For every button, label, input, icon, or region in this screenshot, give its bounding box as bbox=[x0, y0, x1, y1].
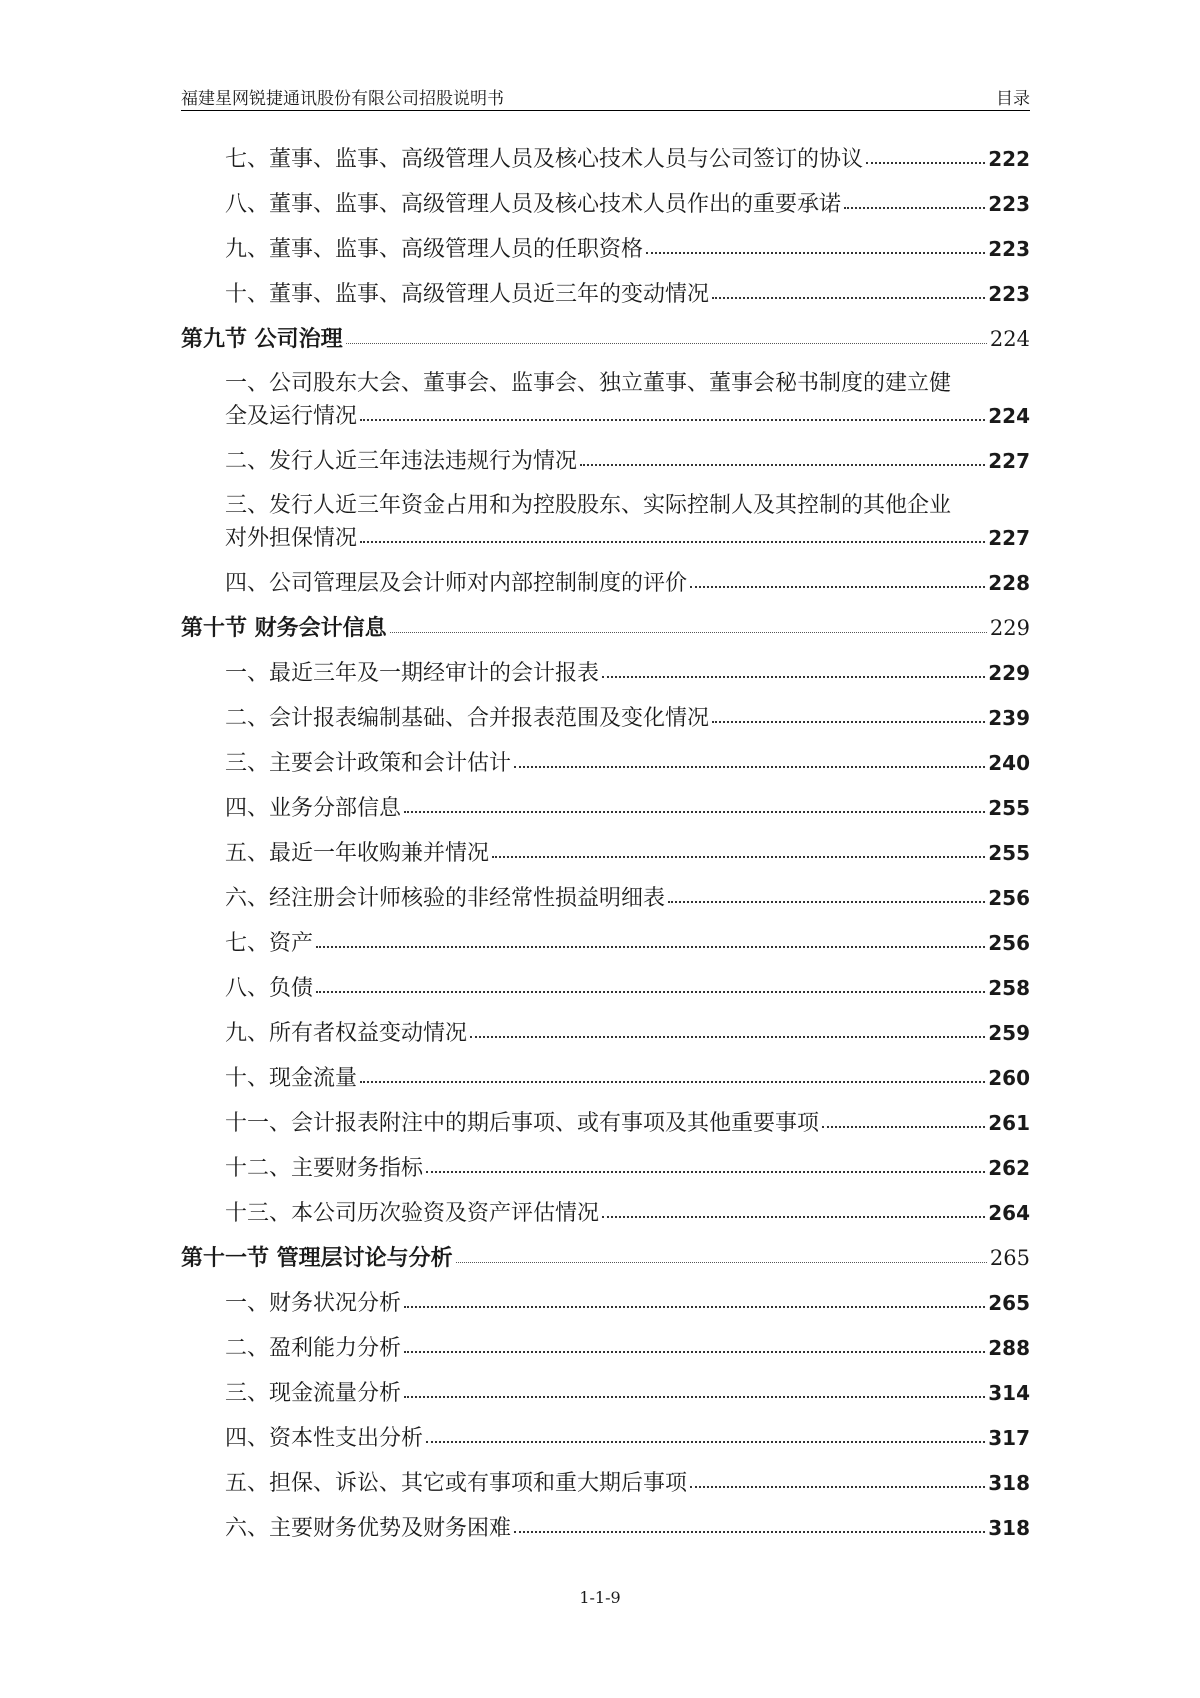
toc-entry[interactable] bbox=[181, 1467, 1030, 1500]
toc-entry-title: 七、资产 bbox=[225, 931, 314, 956]
dot-leader bbox=[360, 1080, 985, 1083]
toc-entry-title: 五、担保、诉讼、其它或有事项和重大期后事项 bbox=[225, 1471, 688, 1496]
toc-entry[interactable] bbox=[181, 1152, 1030, 1185]
dot-leader bbox=[426, 1170, 985, 1173]
dot-leader bbox=[602, 675, 985, 678]
dot-leader bbox=[514, 765, 985, 768]
toc-entry-page: 223 bbox=[988, 282, 1030, 306]
toc-entry[interactable] bbox=[181, 1332, 1030, 1365]
toc-entry[interactable] bbox=[181, 490, 1030, 555]
toc-entry-page: 317 bbox=[988, 1426, 1030, 1450]
dot-leader bbox=[360, 418, 985, 421]
toc-entry-page: 224 bbox=[988, 404, 1030, 428]
toc-section-entry[interactable] bbox=[181, 323, 1030, 356]
toc-entry-page: 223 bbox=[988, 192, 1030, 216]
table-of-contents bbox=[181, 143, 1030, 1557]
toc-entry[interactable] bbox=[181, 1512, 1030, 1545]
dot-leader bbox=[426, 1440, 985, 1443]
dot-leader bbox=[492, 855, 985, 858]
toc-entry-title: 一、财务状况分析 bbox=[225, 1291, 402, 1316]
toc-entry-title: 十三、本公司历次验资及资产评估情况 bbox=[225, 1201, 600, 1226]
toc-entry-title: 三、主要会计政策和会计估计 bbox=[225, 751, 512, 776]
dot-leader bbox=[456, 1261, 987, 1263]
toc-entry-page: 256 bbox=[988, 886, 1030, 910]
toc-entry-title: 二、盈利能力分析 bbox=[225, 1336, 402, 1361]
toc-entry-title: 九、所有者权益变动情况 bbox=[225, 1021, 468, 1046]
toc-entry[interactable] bbox=[181, 927, 1030, 960]
toc-entry[interactable] bbox=[181, 792, 1030, 825]
toc-entry-title: 六、主要财务优势及财务困难 bbox=[225, 1516, 512, 1541]
dot-leader bbox=[404, 1350, 985, 1353]
dot-leader bbox=[316, 945, 985, 948]
dot-leader bbox=[690, 1485, 985, 1488]
dot-leader bbox=[712, 720, 985, 723]
toc-entry-title: 四、业务分部信息 bbox=[225, 796, 402, 821]
toc-entry[interactable] bbox=[181, 278, 1030, 311]
toc-entry[interactable] bbox=[181, 1287, 1030, 1320]
toc-entry-title: 六、经注册会计师核验的非经常性损益明细表 bbox=[225, 886, 666, 911]
dot-leader bbox=[404, 1395, 985, 1398]
dot-leader bbox=[646, 251, 985, 254]
toc-entry-page: 239 bbox=[988, 706, 1030, 730]
dot-leader bbox=[360, 540, 985, 543]
toc-entry-title-line1: 一、公司股东大会、董事会、监事会、独立董事、董事会秘书制度的建立健 bbox=[225, 371, 952, 396]
toc-entry-page: 258 bbox=[988, 976, 1030, 1000]
toc-entry[interactable] bbox=[181, 445, 1030, 478]
toc-entry-title: 十、董事、监事、高级管理人员近三年的变动情况 bbox=[225, 282, 710, 307]
toc-entry-title: 第十一节 管理层讨论与分析 bbox=[181, 1246, 453, 1271]
dot-leader bbox=[514, 1530, 985, 1533]
toc-entry-page: 262 bbox=[988, 1156, 1030, 1180]
toc-entry[interactable] bbox=[181, 1017, 1030, 1050]
toc-entry[interactable] bbox=[181, 882, 1030, 915]
toc-entry-page: 261 bbox=[988, 1111, 1030, 1135]
toc-entry[interactable] bbox=[181, 657, 1030, 690]
toc-entry-page: 229 bbox=[988, 661, 1030, 685]
toc-entry-title: 八、董事、监事、高级管理人员及核心技术人员作出的重要承诺 bbox=[225, 192, 842, 217]
toc-entry-title: 十、现金流量 bbox=[225, 1066, 358, 1091]
toc-entry-page: 318 bbox=[988, 1516, 1030, 1540]
toc-entry-title: 对外担保情况 bbox=[225, 526, 358, 551]
toc-entry-page: 265 bbox=[988, 1291, 1030, 1315]
toc-entry-page: 223 bbox=[988, 237, 1030, 261]
toc-entry-page: 265 bbox=[989, 1246, 1030, 1270]
toc-entry-page: 227 bbox=[988, 449, 1030, 473]
toc-entry-title: 十一、会计报表附注中的期后事项、或有事项及其他重要事项 bbox=[225, 1111, 820, 1136]
toc-entry[interactable] bbox=[181, 368, 1030, 433]
toc-entry[interactable] bbox=[181, 143, 1030, 176]
toc-entry[interactable] bbox=[181, 747, 1030, 780]
toc-entry-page: 259 bbox=[988, 1021, 1030, 1045]
toc-entry-title: 二、会计报表编制基础、合并报表范围及变化情况 bbox=[225, 706, 710, 731]
page-number: 1-1-9 bbox=[579, 1588, 621, 1607]
toc-entry-page: 228 bbox=[988, 571, 1030, 595]
dot-leader bbox=[390, 631, 987, 633]
toc-entry-page: 318 bbox=[988, 1471, 1030, 1495]
toc-entry-title: 全及运行情况 bbox=[225, 404, 358, 429]
toc-entry-title: 四、公司管理层及会计师对内部控制制度的评价 bbox=[225, 571, 688, 596]
toc-entry[interactable] bbox=[181, 1422, 1030, 1455]
toc-entry-title: 二、发行人近三年违法违规行为情况 bbox=[225, 449, 578, 474]
toc-entry[interactable] bbox=[181, 1197, 1030, 1230]
toc-entry-title: 五、最近一年收购兼并情况 bbox=[225, 841, 490, 866]
toc-entry[interactable] bbox=[181, 972, 1030, 1005]
toc-entry-page: 288 bbox=[988, 1336, 1030, 1360]
dot-leader bbox=[712, 296, 985, 299]
dot-leader bbox=[316, 990, 985, 993]
section-label: 目录 bbox=[996, 89, 1030, 109]
toc-entry[interactable] bbox=[181, 702, 1030, 735]
toc-entry-page: 222 bbox=[988, 147, 1030, 171]
dot-leader bbox=[470, 1035, 985, 1038]
toc-entry-title: 八、负债 bbox=[225, 976, 314, 1001]
toc-entry[interactable] bbox=[181, 188, 1030, 221]
toc-entry-page: 260 bbox=[988, 1066, 1030, 1090]
dot-leader bbox=[844, 206, 985, 209]
toc-entry-title: 七、董事、监事、高级管理人员及核心技术人员与公司签订的协议 bbox=[225, 147, 864, 172]
toc-section-entry[interactable] bbox=[181, 612, 1030, 645]
toc-entry-title: 三、现金流量分析 bbox=[225, 1381, 402, 1406]
toc-entry[interactable] bbox=[181, 233, 1030, 266]
dot-leader bbox=[602, 1215, 985, 1218]
toc-entry[interactable] bbox=[181, 1062, 1030, 1095]
dot-leader bbox=[404, 1305, 985, 1308]
toc-entry-title: 九、董事、监事、高级管理人员的任职资格 bbox=[225, 237, 644, 262]
dot-leader bbox=[690, 585, 985, 588]
toc-entry-page: 255 bbox=[988, 796, 1030, 820]
toc-entry-title: 第十节 财务会计信息 bbox=[181, 616, 387, 641]
toc-entry-page: 224 bbox=[989, 327, 1030, 351]
dot-leader bbox=[580, 463, 985, 466]
toc-section-entry[interactable] bbox=[181, 1242, 1030, 1275]
toc-entry[interactable] bbox=[181, 567, 1030, 600]
dot-leader bbox=[668, 900, 985, 903]
toc-entry-page: 227 bbox=[988, 526, 1030, 550]
toc-entry-page: 229 bbox=[989, 616, 1030, 640]
toc-entry-page: 240 bbox=[988, 751, 1030, 775]
toc-entry-title: 四、资本性支出分析 bbox=[225, 1426, 424, 1451]
toc-entry-page: 264 bbox=[988, 1201, 1030, 1225]
dot-leader bbox=[866, 161, 985, 164]
toc-entry-title: 第九节 公司治理 bbox=[181, 327, 343, 352]
dot-leader bbox=[346, 342, 987, 344]
page-header bbox=[181, 84, 1030, 111]
toc-entry-title: 一、最近三年及一期经审计的会计报表 bbox=[225, 661, 600, 686]
toc-entry[interactable] bbox=[181, 837, 1030, 870]
dot-leader bbox=[404, 810, 985, 813]
toc-entry[interactable] bbox=[181, 1377, 1030, 1410]
toc-entry[interactable] bbox=[181, 1107, 1030, 1140]
toc-entry-page: 256 bbox=[988, 931, 1030, 955]
toc-entry-title-line1: 三、发行人近三年资金占用和为控股股东、实际控制人及其控制的其他企业 bbox=[225, 493, 952, 518]
toc-entry-title: 十二、主要财务指标 bbox=[225, 1156, 424, 1181]
document-title: 福建星网锐捷通讯股份有限公司招股说明书 bbox=[181, 89, 504, 109]
toc-entry-page: 314 bbox=[988, 1381, 1030, 1405]
dot-leader bbox=[822, 1125, 985, 1128]
toc-entry-page: 255 bbox=[988, 841, 1030, 865]
